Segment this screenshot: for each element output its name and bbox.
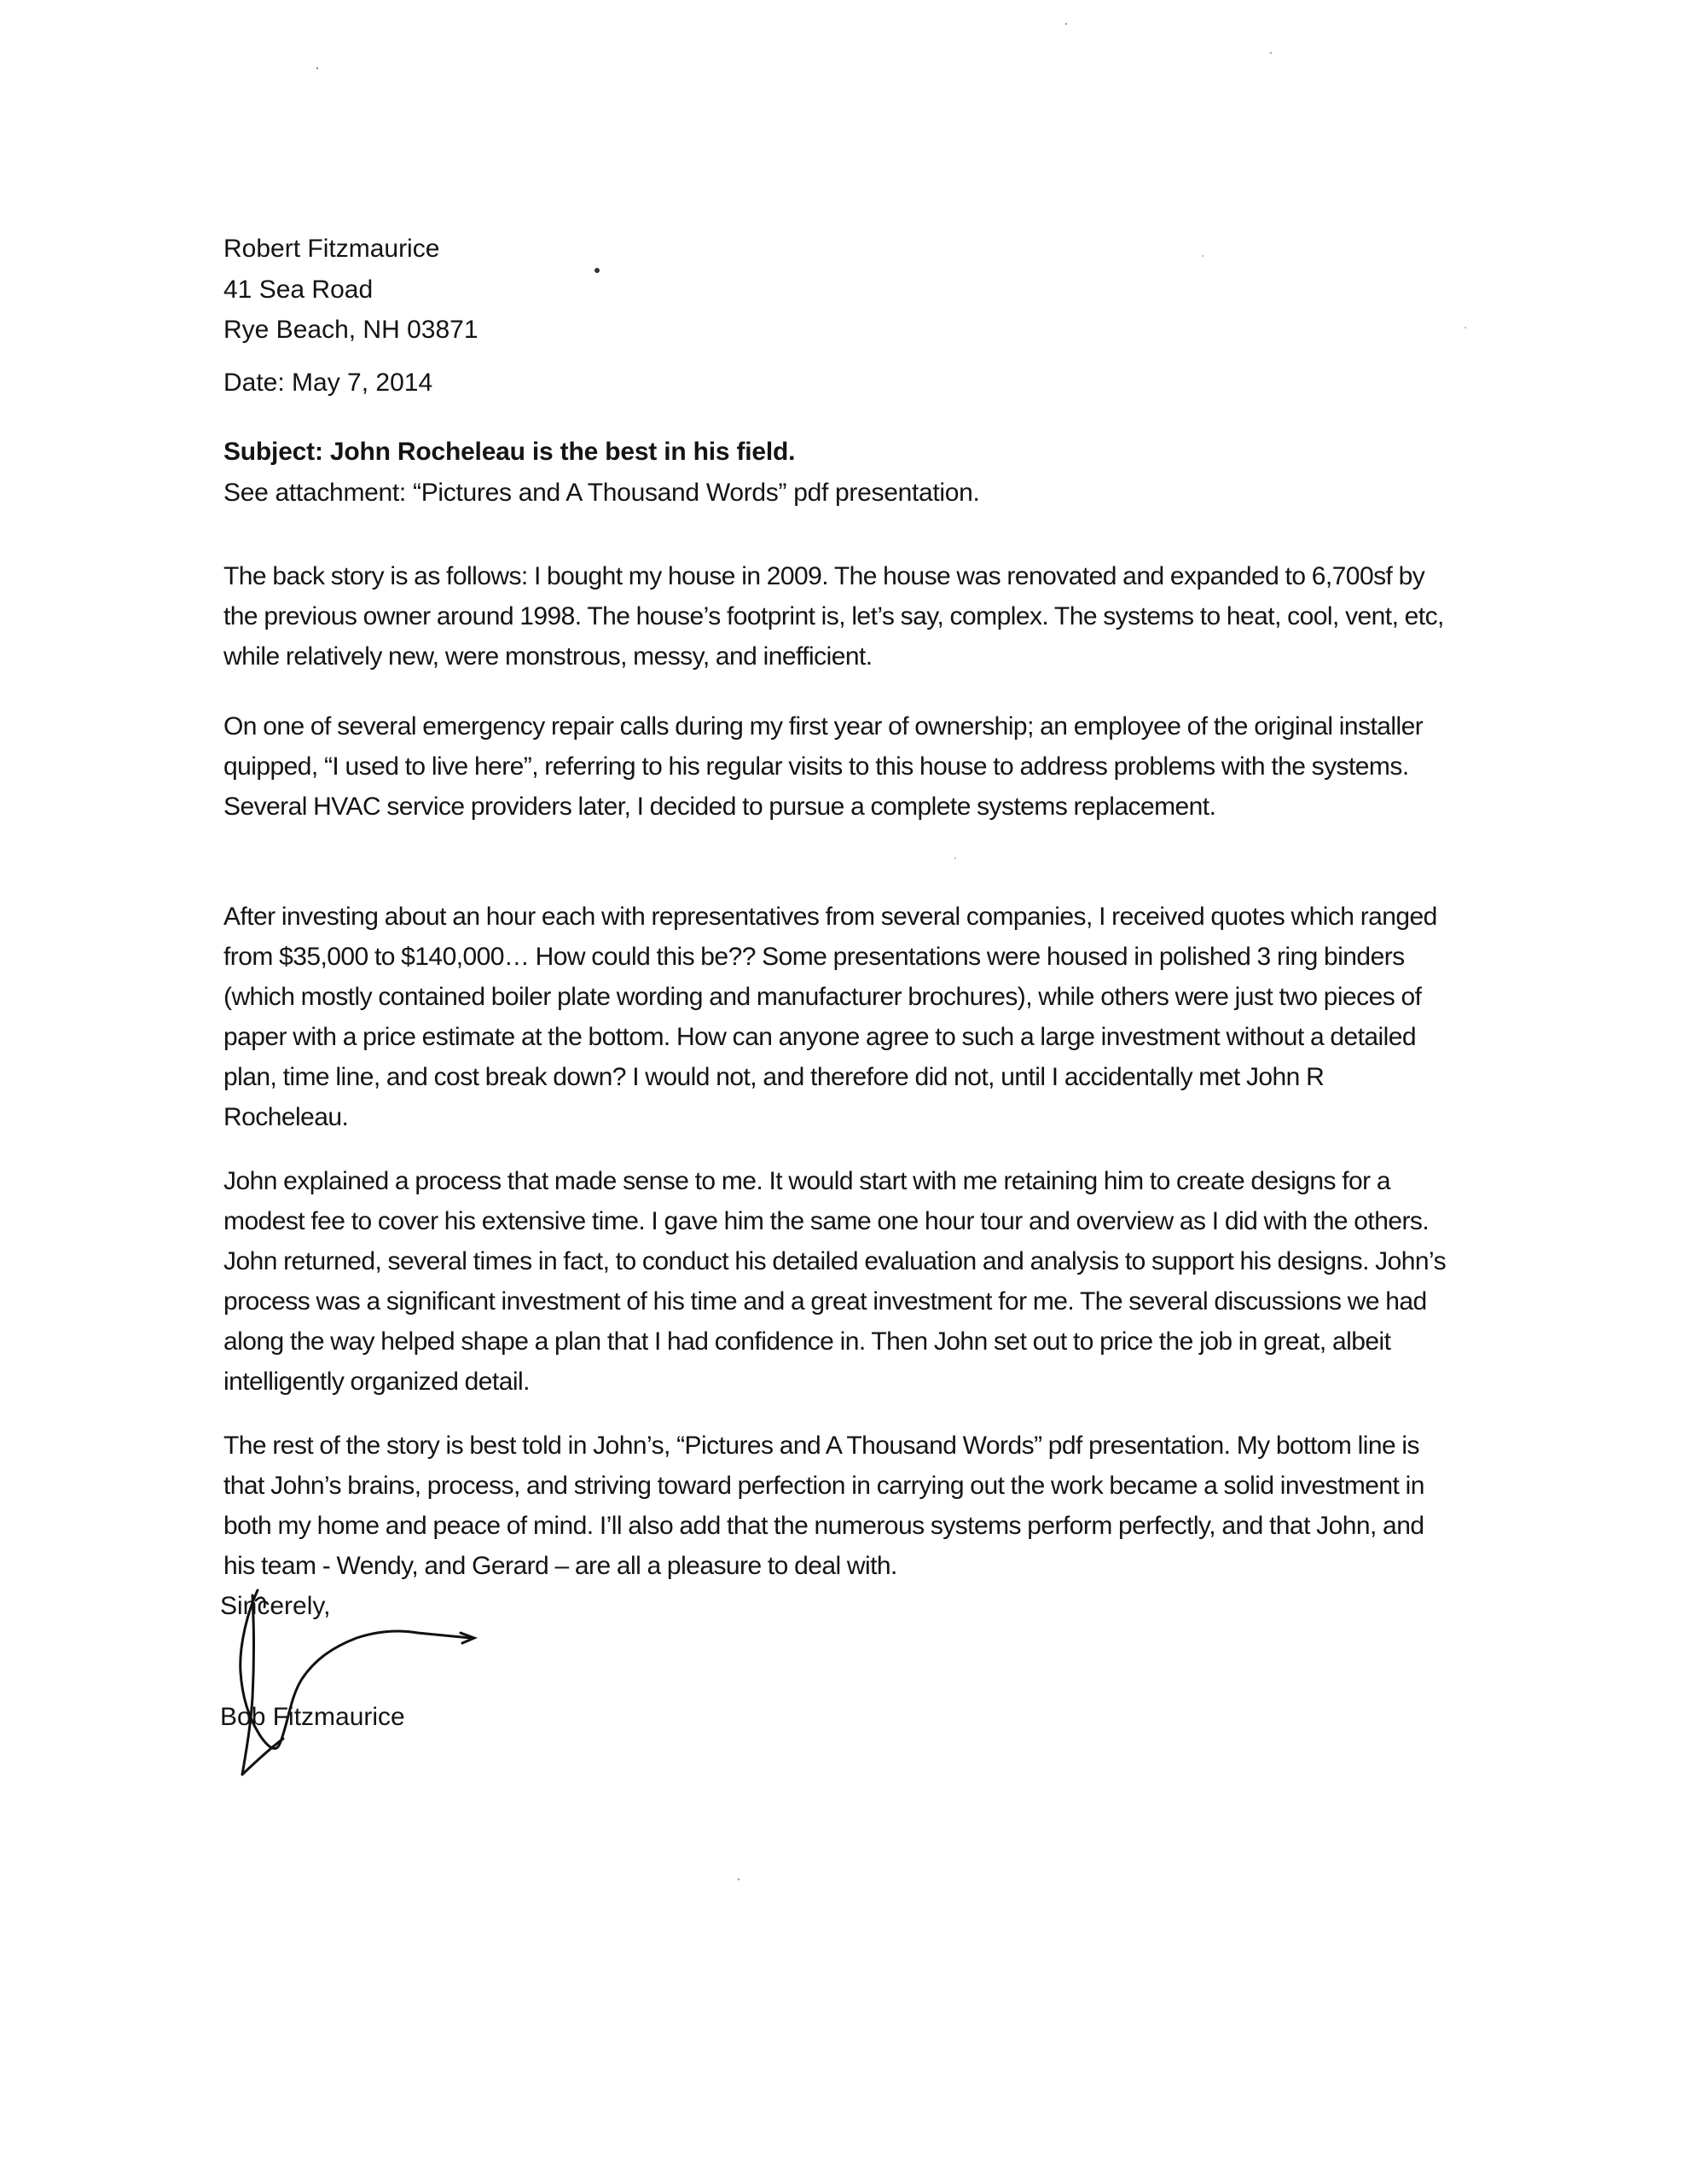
signer-name: Bob Fitzmaurice bbox=[220, 1703, 405, 1731]
body-paragraph: On one of several emergency repair calls during my first year of ownership; an employee of the original installer quipped, “I used to live here”, referring to his regular visits to this house to address problems with the systems. Several HVAC service providers later, I decided to pursue a complete systems replacement. bbox=[223, 712, 1424, 821]
body-paragraph: The back story is as follows: I bought my house in 2009. The house was renovated and expanded to 6,700sf by the previous owner around 1998. The house’s footprint is, let’s say, complex. The systems to heat, cool, vent, etc, while relatively new, were monstrous, messy, and inefficient. bbox=[223, 562, 1444, 671]
body-paragraph: After investing about an hour each with representatives from several companies, I received quotes which ranged from $35,000 to $140,000… How could this be?? Some presentations were housed in polished 3 ring binders (which mostly contained boiler plate wording and manufacturer brochures), while others were just two pieces of paper with a price estimate at the bottom. How can anyone agree to such a large investment without a detailed plan, time line, and cost break down? I would not, and therefore did not, until I accidentally met John R Rocheleau. bbox=[223, 903, 1437, 1131]
sender-name: Robert Fitzmaurice bbox=[223, 235, 440, 263]
letter-date: Date: May 7, 2014 bbox=[223, 369, 433, 397]
body-paragraph: The rest of the story is best told in John’s, “Pictures and A Thousand Words” pdf presentation. My bottom line is that John’s brains, process, and striving toward perfection in carrying out the work became a solid investment in both my home and peace of mind. I’ll also add that the numerous systems perform perfectly, and that John, and his team - Wendy, and Gerard – are all a pleasure to deal with. bbox=[223, 1432, 1424, 1580]
attachment-note: See attachment: “Pictures and A Thousand Words” pdf presentation. bbox=[223, 479, 980, 507]
body-paragraph: John explained a process that made sense to me. It would start with me retaining him to create designs for a modest fee to cover his extensive time. I gave him the same one hour tour and overview as I did with the others. John returned, several times in fact, to conduct his detailed evaluation and analysis to support his designs. John’s process was a significant investment of his time and a great investment for me. The several discussions we had along the way helped shape a plan that I had confidence in. Then John set out to price the job in great, albeit intelligently organized detail. bbox=[223, 1167, 1447, 1396]
sender-city: Rye Beach, NH 03871 bbox=[223, 316, 478, 344]
sender-street: 41 Sea Road bbox=[223, 275, 374, 304]
sender-address bbox=[223, 229, 1452, 351]
handwritten-signature bbox=[205, 1570, 512, 1792]
closing-salutation: Sincerely, bbox=[220, 1592, 331, 1620]
letter-subject: Subject: John Rocheleau is the best in his field. bbox=[223, 438, 796, 466]
